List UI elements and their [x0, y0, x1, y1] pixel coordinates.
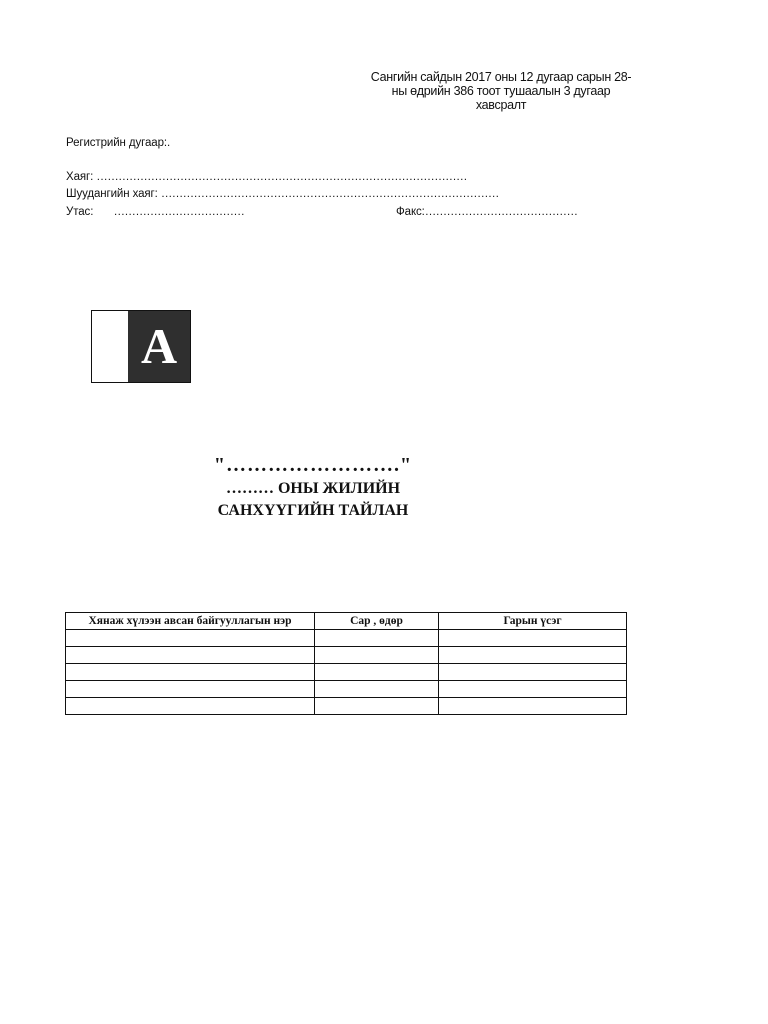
logo [91, 310, 191, 383]
address-field [66, 171, 467, 183]
table-row [66, 664, 627, 681]
table-cell[interactable] [66, 698, 315, 715]
company-name-placeholder: "……………………." [213, 454, 413, 476]
logo-letter: A [140, 318, 178, 374]
address-label: Хаяг: [66, 171, 94, 183]
table-cell[interactable] [439, 647, 627, 664]
appendix-note-line: хавсралт [475, 98, 527, 112]
table-cell[interactable] [66, 681, 315, 698]
postal-address-field [66, 188, 499, 200]
registration-number-label: Регистрийн дугаар:. [66, 137, 171, 149]
table-cell[interactable] [66, 664, 315, 681]
appendix-note-line: ны өдрийн 386 тоот тушаалын 3 дугаар [391, 84, 611, 98]
fax-label: Факс: [396, 206, 425, 218]
report-title [160, 452, 466, 522]
table-row [66, 698, 627, 715]
table-cell[interactable] [66, 647, 315, 664]
table-cell[interactable] [315, 647, 439, 664]
table-cell[interactable] [66, 630, 315, 647]
table-cell[interactable] [439, 664, 627, 681]
postal-address-blank: ………………………………………………………………………………… [160, 188, 499, 200]
table-cell[interactable] [315, 630, 439, 647]
table-cell[interactable] [315, 698, 439, 715]
phone-field [66, 206, 244, 218]
report-year-line: ……… ОНЫ ЖИЛИЙН [225, 480, 401, 497]
phone-label: Утас: [66, 206, 94, 218]
fax-blank: …………………………………… [424, 206, 578, 218]
postal-address-label: Шуудангийн хаяг: [66, 188, 158, 200]
column-header-date: Сар , өдөр [315, 613, 439, 630]
phone-blank: ……………………………… [113, 206, 245, 218]
appendix-note [370, 70, 632, 112]
table-cell[interactable] [315, 681, 439, 698]
table-cell[interactable] [439, 630, 627, 647]
report-type-line: САНХҮҮГИЙН ТАЙЛАН [217, 502, 409, 519]
appendix-note-line: Сангийн сайдын 2017 оны 12 дугаар сарын 28- [370, 70, 632, 84]
fax-field [396, 206, 577, 218]
registration-number-field [66, 137, 170, 149]
table-row [66, 681, 627, 698]
review-table [65, 612, 627, 715]
table-header-row [66, 613, 627, 630]
column-header-signature: Гарын үсэг [439, 613, 627, 630]
column-header-organization: Хянаж хүлээн авсан байгууллагын нэр [66, 613, 315, 630]
table-row [66, 647, 627, 664]
address-blank: ………………………………………………………………………………………… [96, 171, 467, 183]
table-cell[interactable] [315, 664, 439, 681]
table-row [66, 630, 627, 647]
table-cell[interactable] [439, 698, 627, 715]
table-cell[interactable] [439, 681, 627, 698]
